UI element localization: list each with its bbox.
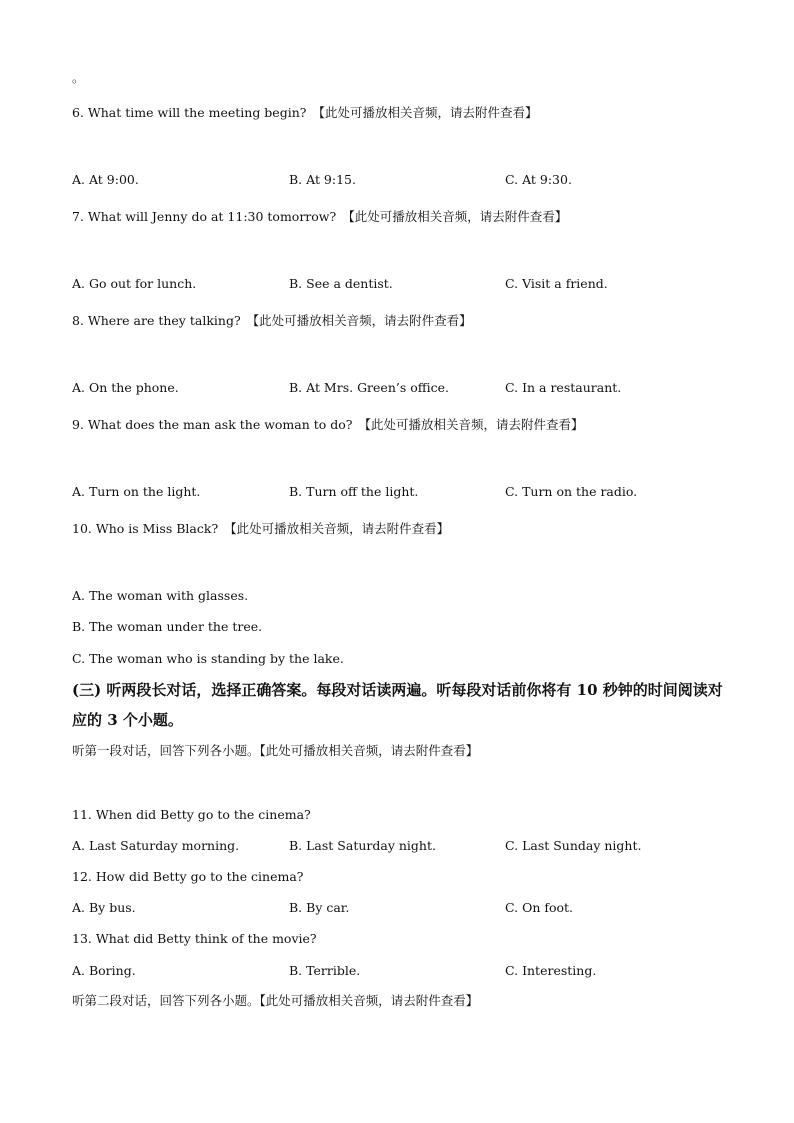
option-11b: B. Last Saturday night. bbox=[289, 838, 436, 853]
option-12b: B. By car. bbox=[289, 900, 350, 915]
top-punctuation: 。 bbox=[72, 70, 85, 85]
intro-text: 听第二段对话，回答下列各小题。 bbox=[72, 993, 260, 1008]
option-13c: C. Interesting. bbox=[505, 963, 597, 978]
option-8a: A. On the phone. bbox=[72, 380, 179, 395]
question-9 bbox=[72, 417, 584, 433]
option-10b: B. The woman under the tree. bbox=[72, 619, 263, 634]
audio-note[interactable]: 【此处可播放相关音频，请去附件查看】 bbox=[259, 743, 479, 758]
question-13: 13. What did Betty think of the movie? bbox=[72, 931, 317, 946]
dialogue-2-intro bbox=[72, 993, 478, 1009]
option-6c: C. At 9:30. bbox=[505, 172, 572, 187]
audio-note[interactable]: 【此处可播放相关音频，请去附件查看】 bbox=[259, 993, 479, 1008]
option-9a: A. Turn on the light. bbox=[72, 484, 201, 499]
question-7 bbox=[72, 209, 567, 225]
option-6a: A. At 9:00. bbox=[72, 172, 139, 187]
option-13a: A. Boring. bbox=[72, 963, 136, 978]
option-9c: C. Turn on the radio. bbox=[505, 484, 638, 499]
audio-note[interactable]: 【此处可播放相关音频，请去附件查看】 bbox=[224, 521, 450, 536]
audio-note[interactable]: 【此处可播放相关音频，请去附件查看】 bbox=[312, 105, 538, 120]
question-text: 7. What will Jenny do at 11:30 tomorrow? bbox=[72, 209, 337, 224]
option-10c: C. The woman who is standing by the lake. bbox=[72, 651, 344, 666]
option-7c: C. Visit a friend. bbox=[505, 276, 608, 291]
audio-note[interactable]: 【此处可播放相关音频，请去附件查看】 bbox=[342, 209, 568, 224]
option-10a: A. The woman with glasses. bbox=[72, 588, 249, 603]
option-13b: B. Terrible. bbox=[289, 963, 361, 978]
intro-text: 听第一段对话，回答下列各小题。 bbox=[72, 743, 260, 758]
question-12: 12. How did Betty go to the cinema? bbox=[72, 869, 304, 884]
dialogue-1-intro bbox=[72, 743, 478, 759]
question-11: 11. When did Betty go to the cinema? bbox=[72, 807, 311, 822]
question-8 bbox=[72, 313, 472, 329]
option-7b: B. See a dentist. bbox=[289, 276, 393, 291]
option-8c: C. In a restaurant. bbox=[505, 380, 622, 395]
question-text: 10. Who is Miss Black? bbox=[72, 521, 219, 536]
question-6 bbox=[72, 105, 537, 121]
option-8b: B. At Mrs. Green’s office. bbox=[289, 380, 450, 395]
option-9b: B. Turn off the light. bbox=[289, 484, 419, 499]
question-text: 6. What time will the meeting begin? bbox=[72, 105, 307, 120]
question-text: 8. Where are they talking? bbox=[72, 313, 241, 328]
audio-note[interactable]: 【此处可播放相关音频，请去附件查看】 bbox=[246, 313, 472, 328]
option-12c: C. On foot. bbox=[505, 900, 574, 915]
option-11c: C. Last Sunday night. bbox=[505, 838, 642, 853]
section-3-heading: (三) 听两段长对话，选择正确答案。每段对话读两遍。听每段对话前你将有 10 秒钟的时间阅读对应的 3 个小题。 bbox=[72, 681, 723, 729]
option-11a: A. Last Saturday morning. bbox=[72, 838, 240, 853]
question-text: 9. What does the man ask the woman to do? bbox=[72, 417, 353, 432]
option-7a: A. Go out for lunch. bbox=[72, 276, 197, 291]
option-12a: A. By bus. bbox=[72, 900, 136, 915]
audio-note[interactable]: 【此处可播放相关音频，请去附件查看】 bbox=[358, 417, 584, 432]
question-10 bbox=[72, 521, 449, 537]
option-6b: B. At 9:15. bbox=[289, 172, 356, 187]
